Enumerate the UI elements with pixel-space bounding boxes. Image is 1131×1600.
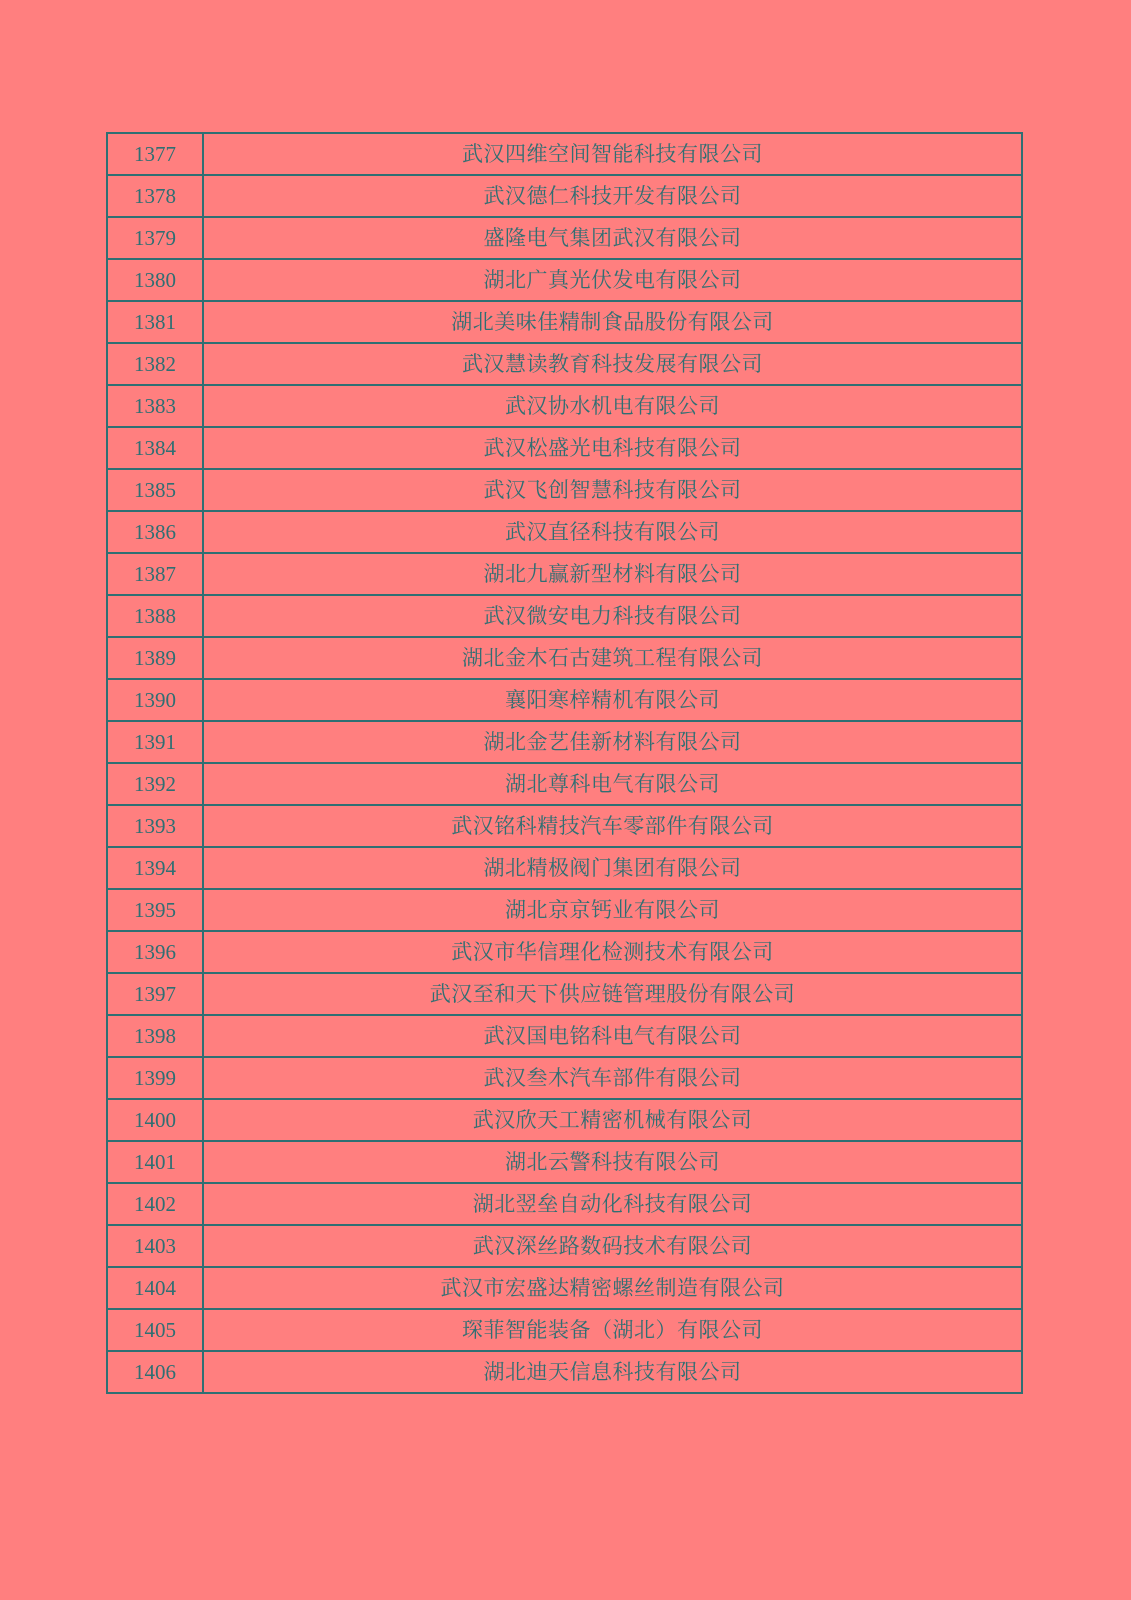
row-number: 1401 xyxy=(107,1141,203,1183)
company-name: 武汉飞创智慧科技有限公司 xyxy=(203,469,1022,511)
table-row xyxy=(107,511,1022,553)
company-list-body xyxy=(107,133,1022,1393)
table-row xyxy=(107,595,1022,637)
company-list-table xyxy=(106,132,1023,1394)
table-row xyxy=(107,175,1022,217)
row-number: 1378 xyxy=(107,175,203,217)
row-number: 1384 xyxy=(107,427,203,469)
company-name: 武汉叁木汽车部件有限公司 xyxy=(203,1057,1022,1099)
table-row xyxy=(107,637,1022,679)
company-name: 襄阳寒梓精机有限公司 xyxy=(203,679,1022,721)
table-row xyxy=(107,1267,1022,1309)
table-row xyxy=(107,1183,1022,1225)
row-number: 1400 xyxy=(107,1099,203,1141)
company-name: 湖北京京钙业有限公司 xyxy=(203,889,1022,931)
company-name: 武汉四维空间智能科技有限公司 xyxy=(203,133,1022,175)
company-name: 武汉欣天工精密机械有限公司 xyxy=(203,1099,1022,1141)
company-name: 湖北美味佳精制食品股份有限公司 xyxy=(203,301,1022,343)
row-number: 1394 xyxy=(107,847,203,889)
row-number: 1380 xyxy=(107,259,203,301)
table-row xyxy=(107,889,1022,931)
row-number: 1385 xyxy=(107,469,203,511)
company-name: 武汉市宏盛达精密螺丝制造有限公司 xyxy=(203,1267,1022,1309)
table-row xyxy=(107,1099,1022,1141)
table-row xyxy=(107,721,1022,763)
row-number: 1398 xyxy=(107,1015,203,1057)
row-number: 1395 xyxy=(107,889,203,931)
row-number: 1379 xyxy=(107,217,203,259)
company-name: 武汉市华信理化检测技术有限公司 xyxy=(203,931,1022,973)
table-row xyxy=(107,973,1022,1015)
table-row xyxy=(107,385,1022,427)
row-number: 1383 xyxy=(107,385,203,427)
table-row xyxy=(107,1225,1022,1267)
row-number: 1387 xyxy=(107,553,203,595)
company-name: 武汉直径科技有限公司 xyxy=(203,511,1022,553)
row-number: 1405 xyxy=(107,1309,203,1351)
row-number: 1402 xyxy=(107,1183,203,1225)
row-number: 1397 xyxy=(107,973,203,1015)
company-name: 湖北广真光伏发电有限公司 xyxy=(203,259,1022,301)
table-row xyxy=(107,427,1022,469)
row-number: 1390 xyxy=(107,679,203,721)
company-name: 湖北精极阀门集团有限公司 xyxy=(203,847,1022,889)
company-name: 武汉深丝路数码技术有限公司 xyxy=(203,1225,1022,1267)
company-name: 武汉微安电力科技有限公司 xyxy=(203,595,1022,637)
company-name: 武汉松盛光电科技有限公司 xyxy=(203,427,1022,469)
row-number: 1404 xyxy=(107,1267,203,1309)
company-name: 湖北尊科电气有限公司 xyxy=(203,763,1022,805)
company-name: 武汉铭科精技汽车零部件有限公司 xyxy=(203,805,1022,847)
company-name: 湖北金艺佳新材料有限公司 xyxy=(203,721,1022,763)
company-name: 武汉国电铭科电气有限公司 xyxy=(203,1015,1022,1057)
table-row xyxy=(107,679,1022,721)
table-row xyxy=(107,1015,1022,1057)
table-row xyxy=(107,805,1022,847)
table-row xyxy=(107,931,1022,973)
table-row xyxy=(107,763,1022,805)
table-row xyxy=(107,343,1022,385)
company-name: 武汉协水机电有限公司 xyxy=(203,385,1022,427)
table-row xyxy=(107,133,1022,175)
table-row xyxy=(107,1141,1022,1183)
row-number: 1391 xyxy=(107,721,203,763)
table-row xyxy=(107,217,1022,259)
company-name: 武汉慧读教育科技发展有限公司 xyxy=(203,343,1022,385)
table-row xyxy=(107,1057,1022,1099)
row-number: 1406 xyxy=(107,1351,203,1393)
company-name: 湖北金木石古建筑工程有限公司 xyxy=(203,637,1022,679)
row-number: 1403 xyxy=(107,1225,203,1267)
company-name: 武汉德仁科技开发有限公司 xyxy=(203,175,1022,217)
table-row xyxy=(107,259,1022,301)
company-name: 湖北九赢新型材料有限公司 xyxy=(203,553,1022,595)
table-row xyxy=(107,1351,1022,1393)
company-name: 湖北迪天信息科技有限公司 xyxy=(203,1351,1022,1393)
company-name: 盛隆电气集团武汉有限公司 xyxy=(203,217,1022,259)
table-row xyxy=(107,847,1022,889)
company-name: 湖北云警科技有限公司 xyxy=(203,1141,1022,1183)
table-row xyxy=(107,301,1022,343)
row-number: 1386 xyxy=(107,511,203,553)
row-number: 1381 xyxy=(107,301,203,343)
company-name: 武汉至和天下供应链管理股份有限公司 xyxy=(203,973,1022,1015)
row-number: 1392 xyxy=(107,763,203,805)
company-name: 湖北翌垒自动化科技有限公司 xyxy=(203,1183,1022,1225)
row-number: 1388 xyxy=(107,595,203,637)
row-number: 1377 xyxy=(107,133,203,175)
table-row xyxy=(107,553,1022,595)
table-row xyxy=(107,469,1022,511)
row-number: 1389 xyxy=(107,637,203,679)
row-number: 1393 xyxy=(107,805,203,847)
row-number: 1399 xyxy=(107,1057,203,1099)
row-number: 1382 xyxy=(107,343,203,385)
table-row xyxy=(107,1309,1022,1351)
row-number: 1396 xyxy=(107,931,203,973)
company-name: 琛菲智能装备（湖北）有限公司 xyxy=(203,1309,1022,1351)
